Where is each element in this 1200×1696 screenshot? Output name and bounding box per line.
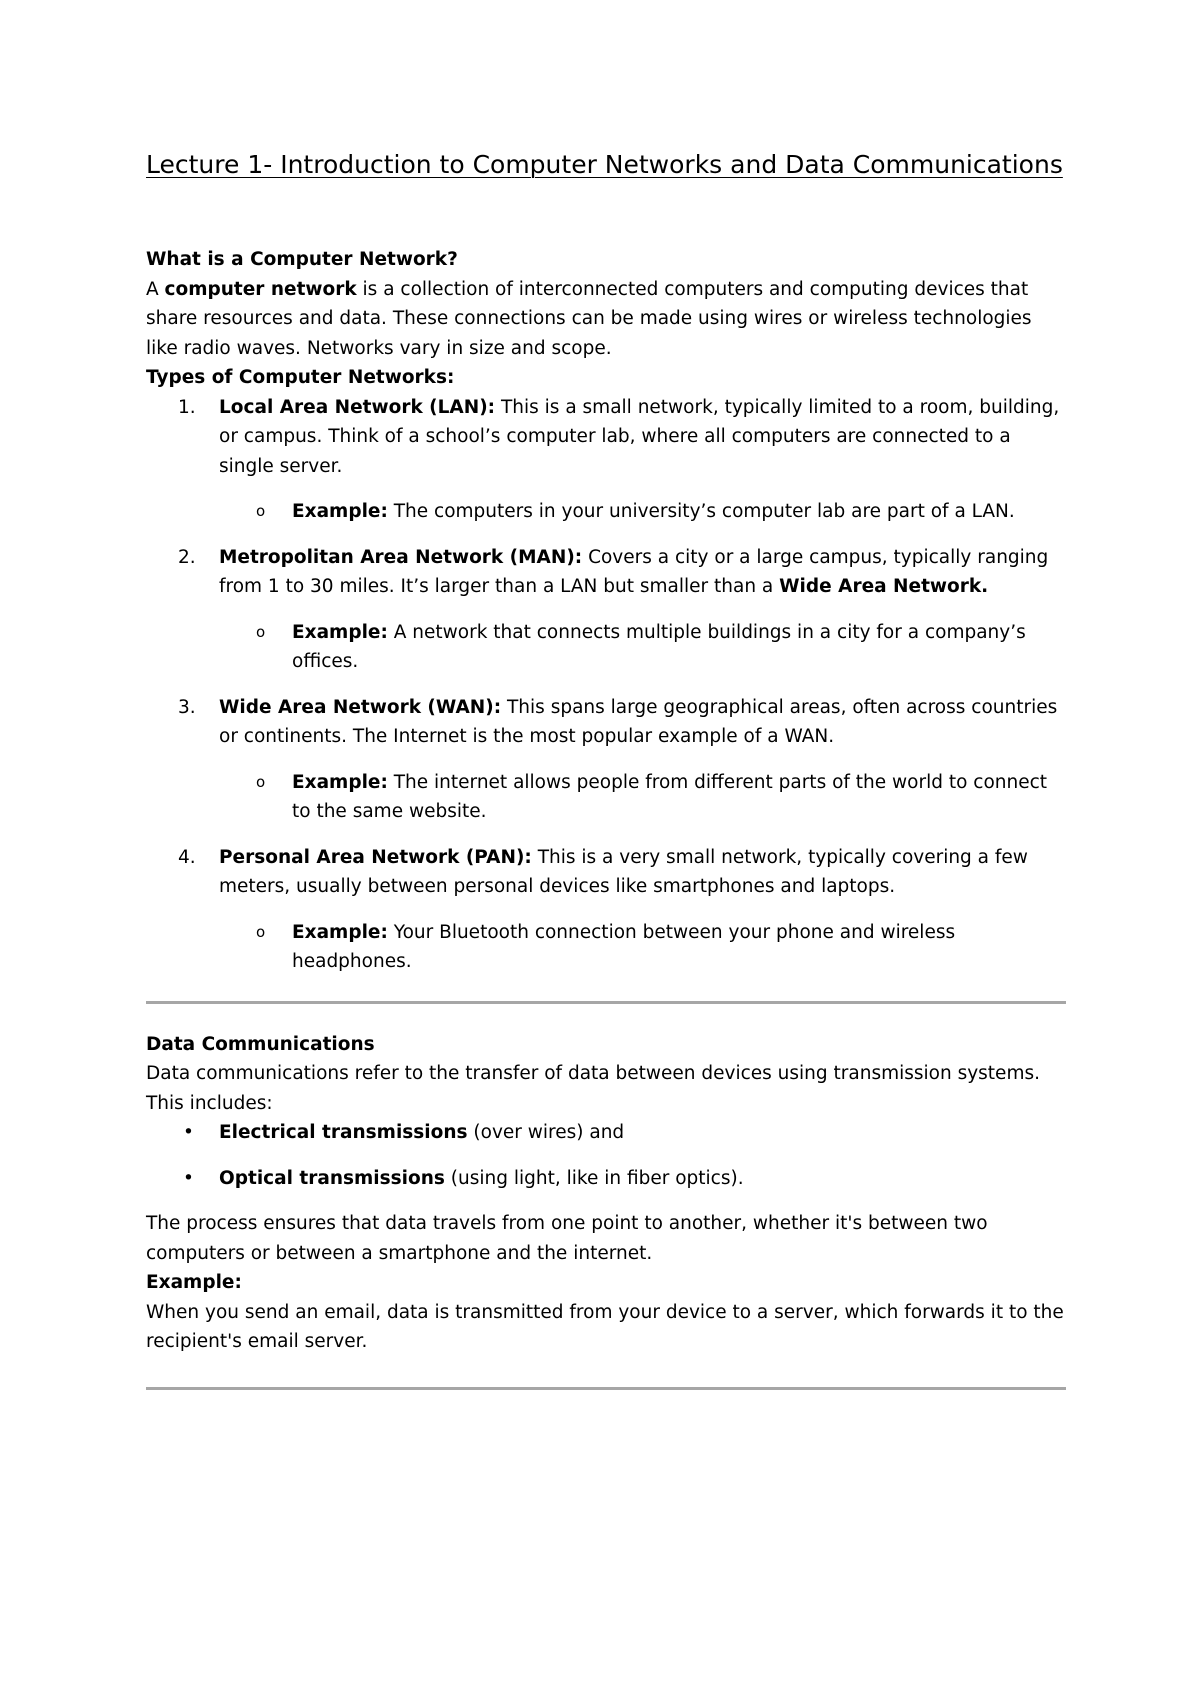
bullet-icon: •	[183, 1167, 194, 1189]
sub-bullet-icon: o	[256, 772, 266, 791]
network-type-desc: This is a small network, typically limited to a room, building, or campus. Think of a school’s computer lab, where all computers are connected to a single server.	[219, 396, 1060, 477]
list-item-lan	[146, 393, 1066, 482]
example-heading: Example:	[146, 1272, 242, 1293]
example-wan	[146, 768, 1066, 827]
list-number: 3.	[178, 696, 196, 718]
list-item-electrical: • Electrical transmissions (over wires) and	[146, 1118, 1066, 1148]
list-item-man	[146, 543, 1066, 602]
data-communications-intro: Data communications refer to the transfer of data between devices using transmission systems. This includes:	[146, 1063, 1040, 1114]
document-body	[146, 245, 1066, 1390]
example-text: A network that connects multiple buildings in a city for a company’s offices.	[292, 621, 1026, 672]
example-pan	[146, 918, 1066, 977]
list-number: 1.	[178, 396, 196, 418]
horizontal-divider	[146, 1001, 1066, 1004]
page-title: Lecture 1- Introduction to Computer Networks and Data Communications	[146, 150, 1063, 179]
example-lan	[146, 497, 1066, 527]
network-type-desc: This is a very small network, typically covering a few meters, usually between personal devices like smartphones and laptops.	[219, 846, 1028, 897]
section-heading-computer-network: What is a Computer Network?	[146, 249, 458, 270]
example-label: Example:	[292, 501, 388, 522]
process-description: The process ensures that data travels from one point to another, whether it's between two computers or between a smartphone and the internet.	[146, 1213, 988, 1264]
network-type-name: Local Area Network (LAN):	[219, 396, 496, 418]
example-text: The computers in your university’s computer lab are part of a LAN.	[387, 501, 1015, 522]
example-label: Example:	[292, 921, 388, 943]
list-number: 2.	[178, 546, 196, 568]
section-heading-network-types: Types of Computer Networks:	[146, 367, 455, 388]
list-item-optical: • Optical transmissions (using light, like in fiber optics).	[146, 1164, 1066, 1194]
example-text: Your Bluetooth connection between your phone and wireless headphones.	[292, 921, 956, 972]
example-label: Example:	[292, 621, 388, 643]
list-item-pan	[146, 843, 1066, 902]
sub-bullet-icon: o	[256, 502, 266, 520]
network-type-desc: This spans large geographical areas, often across countries or continents. The Internet is the most popular example of a WAN.	[219, 696, 1058, 747]
sub-bullet-icon: o	[256, 922, 266, 941]
example-man	[146, 618, 1066, 677]
network-type-name: Wide Area Network (WAN):	[219, 696, 502, 718]
sub-bullet-icon: o	[256, 622, 266, 641]
network-type-name: Metropolitan Area Network (MAN):	[219, 546, 583, 568]
example-text: The internet allows people from different parts of the world to connect to the same website.	[292, 771, 1048, 822]
computer-network-definition: A computer network is a collection of interconnected computers and computing devices that share resources and data. These connections can be made using wires or wireless technologies like radio waves. Networks vary in size and scope.	[146, 278, 1032, 359]
network-type-name: Personal Area Network (PAN):	[219, 846, 532, 868]
horizontal-divider	[146, 1387, 1066, 1390]
example-label: Example:	[292, 771, 388, 793]
example-description: When you send an email, data is transmitted from your device to a server, which forwards it to the recipient's email server.	[146, 1301, 1064, 1352]
network-types-list	[146, 393, 1066, 977]
transmission-types-list	[146, 1118, 1066, 1193]
bullet-icon: •	[183, 1122, 194, 1143]
list-item-wan	[146, 693, 1066, 752]
section-heading-data-communications: Data Communications	[146, 1033, 375, 1055]
network-type-desc-bold: Wide Area Network.	[779, 576, 989, 597]
list-number: 4.	[178, 846, 196, 868]
network-type-desc: Covers a city or a large campus, typically ranging from 1 to 30 miles. It’s larger than a LAN but smaller than a	[219, 546, 1049, 597]
term-computer-network: computer network	[164, 278, 357, 300]
